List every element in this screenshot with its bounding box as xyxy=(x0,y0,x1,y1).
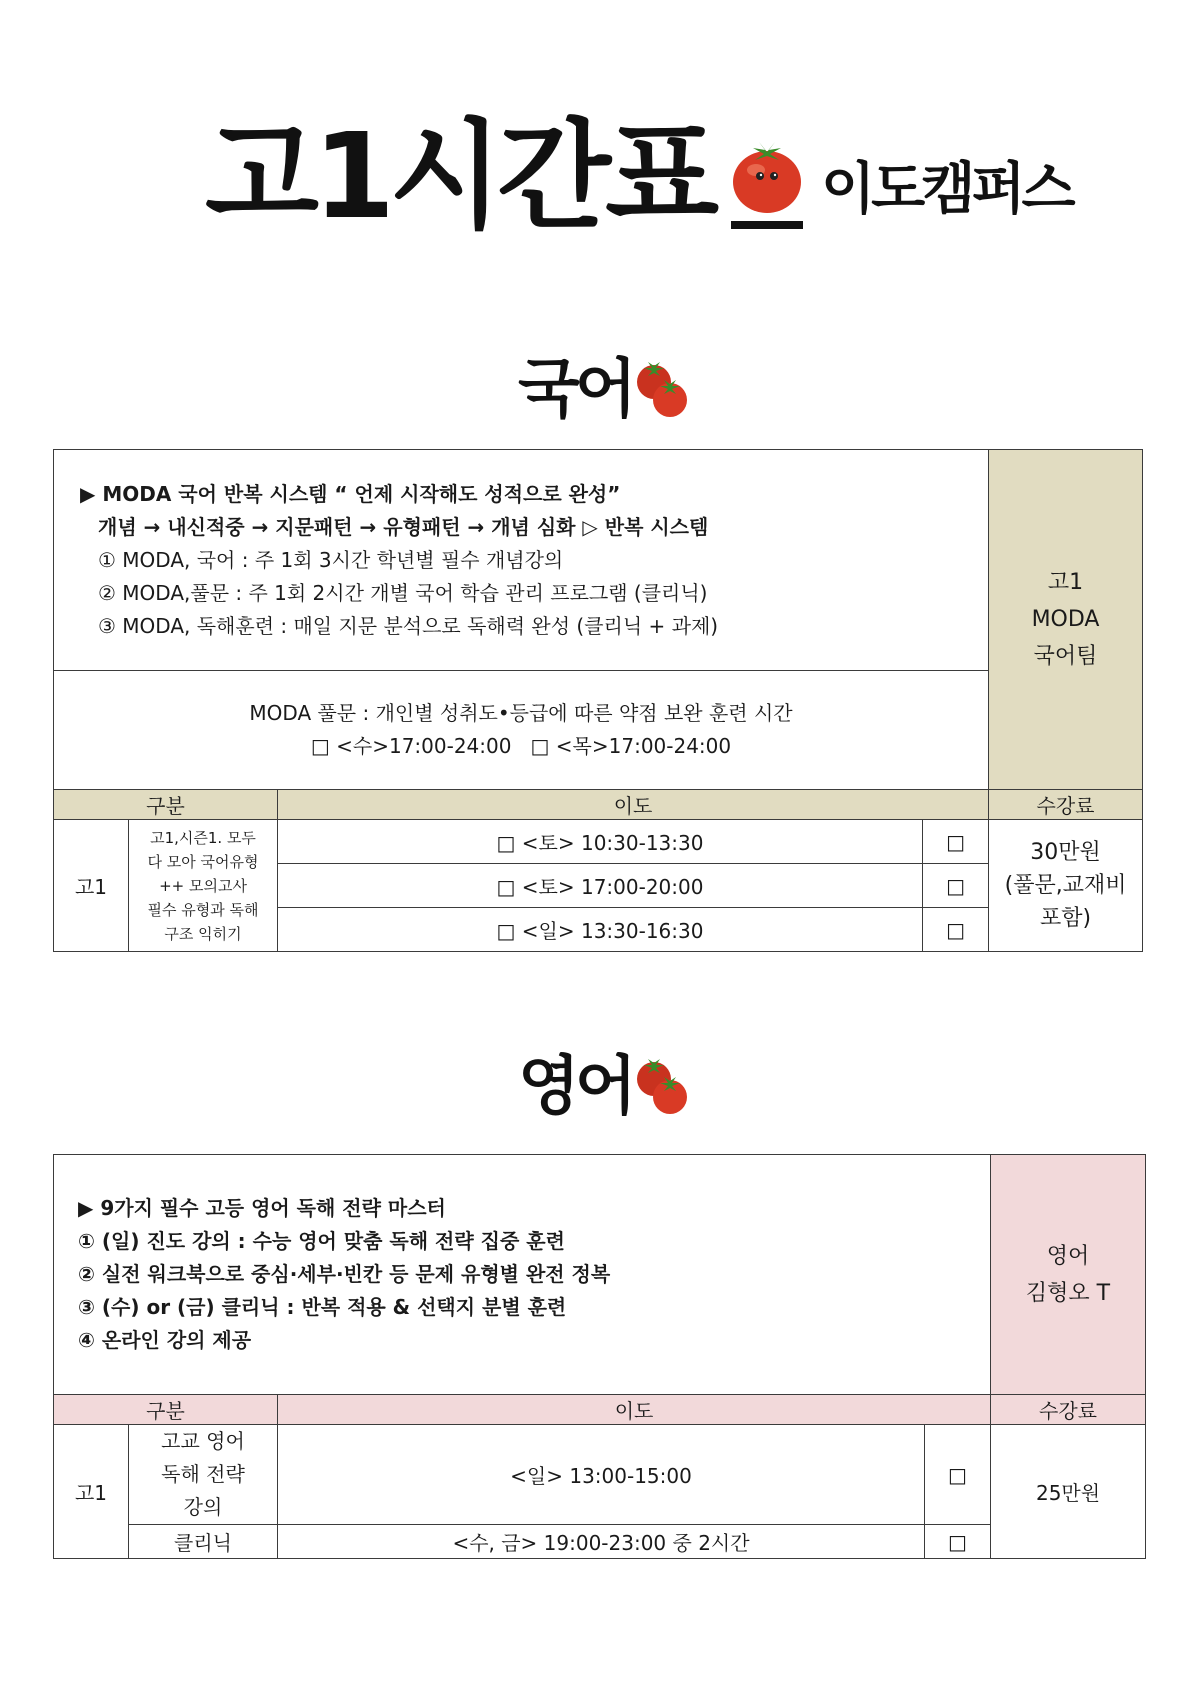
header-fee: 수강료 xyxy=(991,1395,1146,1425)
course-line: 독해 전략 xyxy=(161,1462,245,1486)
english-item: ① (일) 진도 강의 : 수능 영어 맞춤 독해 전략 집중 훈련 xyxy=(78,1229,565,1253)
schedule-time: □ <토> 10:30-13:30 xyxy=(278,820,923,864)
schedule-checkbox[interactable]: □ xyxy=(923,864,989,908)
course-desc-line: 구조 익히기 xyxy=(164,924,242,943)
team-grade: 고1 xyxy=(1047,570,1084,595)
course-desc-line: 고1,시즌1. 모두 xyxy=(150,828,256,847)
schedule-checkbox[interactable]: □ xyxy=(923,908,989,952)
english-fee-cell: 25만원 xyxy=(991,1425,1146,1559)
header-campus: 이도 xyxy=(278,1395,991,1425)
korean-item: ① MODA, 국어 : 주 1회 3시간 학년별 필수 개념강의 xyxy=(98,547,564,572)
pullmun-info xyxy=(54,671,989,790)
course-desc-line: ++ 모의고사 xyxy=(159,876,247,895)
teacher-name: 김형오 T xyxy=(1025,1280,1111,1306)
tomatoes-icon xyxy=(634,360,692,420)
english-teacher-cell xyxy=(991,1155,1146,1395)
course-line: 고교 영어 xyxy=(161,1429,245,1453)
korean-team-cell xyxy=(989,450,1143,790)
schedule-time: <일> 13:00-15:00 xyxy=(278,1425,925,1525)
fee-line: 30만원 xyxy=(1030,840,1101,865)
fee-line: 포함) xyxy=(1039,906,1092,931)
schedule-checkbox[interactable]: □ xyxy=(925,1525,991,1559)
header-fee: 수강료 xyxy=(989,790,1143,820)
page-header xyxy=(205,105,1072,245)
teacher-subject: 영어 xyxy=(1046,1243,1090,1269)
schedule-checkbox[interactable]: □ xyxy=(925,1425,991,1525)
schedule-time: □ <토> 17:00-20:00 xyxy=(278,864,923,908)
korean-item: ③ MODA, 독해훈련 : 매일 지문 분석으로 독해력 완성 (클리닉 + 과제) xyxy=(98,613,719,638)
korean-section-title xyxy=(518,353,692,427)
course-desc-cell xyxy=(129,820,278,952)
korean-flow: 개념 → 내신적중 → 지문패턴 → 유형패턴 → 개념 심화 ▷ 반복 시스템 xyxy=(98,514,709,539)
korean-slogan: ▶ MODA 국어 반복 시스템 “ 언제 시작해도 성적으로 완성” xyxy=(80,481,621,506)
tomato-mascot-icon xyxy=(729,138,809,233)
english-item: ③ (수) or (금) 클리닉 : 반복 적용 & 선택지 분별 훈련 xyxy=(78,1295,567,1319)
course-desc-line: 다 모아 국어유형 xyxy=(147,852,259,871)
campus-name: 이도캠퍼스 xyxy=(821,157,1072,222)
english-schedule-table xyxy=(53,1154,1146,1559)
fee-line: (풀문,교재비 xyxy=(1004,873,1127,898)
header-category: 구분 xyxy=(54,1395,278,1425)
header-category: 구분 xyxy=(54,790,278,820)
korean-title: 국어 xyxy=(518,353,632,427)
team-name: 국어팀 xyxy=(1033,644,1098,669)
course-desc-line: 필수 유형과 독해 xyxy=(147,900,259,919)
grade-cell: 고1 xyxy=(54,1425,129,1559)
grade-cell: 고1 xyxy=(54,820,129,952)
schedule-checkbox[interactable]: □ xyxy=(923,820,989,864)
course-name-cell xyxy=(129,1425,278,1525)
english-program-info xyxy=(54,1155,991,1395)
english-item: ④ 온라인 강의 제공 xyxy=(78,1328,252,1352)
english-title: 영어 xyxy=(518,1050,632,1124)
schedule-time: <수, 금> 19:00-23:00 중 2시간 xyxy=(278,1525,925,1559)
korean-program-info xyxy=(54,450,989,671)
page-title: 고1시간표 xyxy=(205,107,714,245)
korean-schedule-table xyxy=(53,449,1143,952)
schedule-time: □ <일> 13:30-16:30 xyxy=(278,908,923,952)
course-line: 강의 xyxy=(183,1495,223,1519)
korean-fee-cell xyxy=(989,820,1143,952)
course-name-cell: 클리닉 xyxy=(129,1525,278,1559)
team-brand: MODA xyxy=(1031,607,1100,632)
korean-item: ② MODA,풀문 : 주 1회 2시간 개별 국어 학습 관리 프로그램 (클리닉) xyxy=(98,580,708,605)
header-campus: 이도 xyxy=(278,790,989,820)
pullmun-desc: MODA 풀문 : 개인별 성취도•등급에 따른 약점 보완 훈련 시간 xyxy=(249,701,793,725)
english-section-title xyxy=(518,1050,692,1124)
english-item: ② 실전 워크북으로 중심·세부·빈칸 등 문제 유형별 완전 정복 xyxy=(78,1262,611,1286)
tomatoes-icon xyxy=(634,1057,692,1117)
english-item: ▶ 9가지 필수 고등 영어 독해 전략 마스터 xyxy=(78,1196,446,1220)
pullmun-times: □ <수>17:00-24:00 □ <목>17:00-24:00 xyxy=(310,734,732,758)
